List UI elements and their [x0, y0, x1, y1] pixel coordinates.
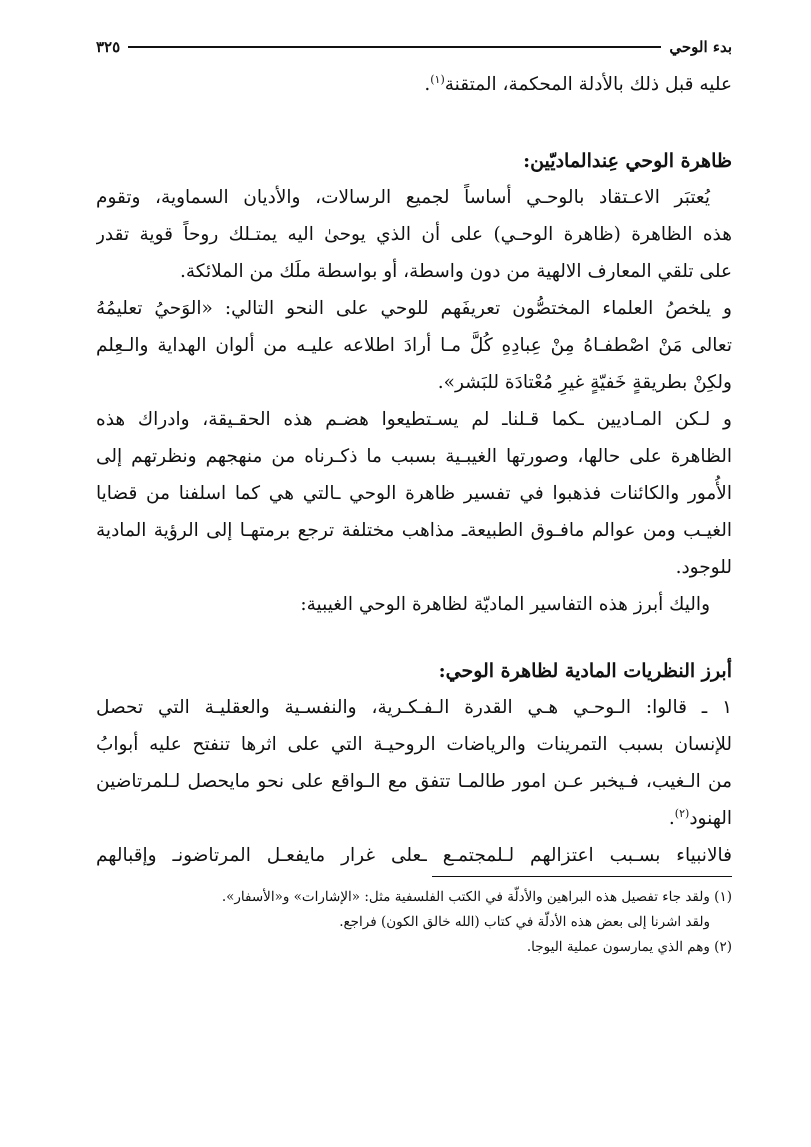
section-heading-revelation-materialists: ظاهرة الوحي عِندالماديّين: [523, 150, 732, 172]
paragraph-line: ولكِنْ بطريقةٍ خَفيّةٍ غيرِ مُعْتادَة للبَشر». [437, 372, 732, 393]
paragraph-line: للإنسان بسبب التمرينات والرياضات الروحيـة التي على اثرها تنفتح عليه أبوابُ [96, 734, 732, 755]
paragraph-2 [96, 290, 732, 401]
footnote-ref-2[interactable]: (٢) [674, 806, 690, 820]
paragraph-line: الظاهرة على حالها، وصورتها الغيبـية بسبب ما ذكـرناه من منهجهم ونظرتهم إلى [96, 446, 732, 467]
intro-text: عليه قبل ذلك بالأدلة المحكمة، المتقنة [444, 74, 732, 95]
paragraph-line-end: . [668, 808, 675, 829]
catchline: فالانبياء بسـبب اعتزالهم لـلمجتمـع ـعلى غرار مايفعـل المرتاضونـ وإقبالهم [96, 845, 732, 866]
footnote-1: (١) ولقد جاء تفصيل هذه البراهين والأدلّة في الكتب الفلسفية مثل: «الإشارات» و«الأسفار». [221, 889, 732, 905]
intro-line [96, 66, 732, 103]
intro-end: . [424, 74, 431, 95]
page-number: ٣٢٥ [96, 38, 121, 56]
paragraph-1 [96, 179, 732, 290]
paragraph-line-text: الهنود [689, 808, 732, 829]
footnote-2: (٢) وهم الذي يمارسون عملية اليوجا. [526, 939, 732, 955]
paragraph-4: واليك أبرز هذه التفاسير الماديّة لظاهرة الوحي الغيبية: [300, 594, 710, 615]
paragraph-line: هذه الظاهرة (ظاهرة الوحـي) على أن الذي يوحىٰ اليه يمتـلك روحاً قوية تقدر [96, 224, 732, 245]
paragraph-line: الغيـب ومن عوالم مافـوق الطبيعةـ مذاهب مختلفة ترجع برمتهـا إلى الرؤية المادية [96, 520, 732, 541]
paragraph-line: و يلخصُ العلماء المختصُّون تعريفَهم للوحي على النحو التالي: «الوَحيُ تعليمُهُ [96, 298, 732, 319]
header-rule [128, 46, 661, 48]
running-head [96, 34, 732, 60]
book-page [96, 34, 732, 1124]
footnote-rule [432, 876, 732, 877]
paragraph-3 [96, 401, 732, 586]
list-item-1 [96, 689, 732, 837]
paragraph-line: يُعتبَر الاعـتقاد بالوحـي أساساً لجميع الرسالات، والأديان السماوية، وتقوم [96, 187, 710, 208]
paragraph-line: و لـكن المـاديين ـكما قـلناـ لم يسـتطيعوا هضـم هذه الحقـيقة، وادراك هذه [96, 409, 732, 430]
paragraph-line: للوجود. [675, 557, 732, 578]
footnotes [96, 885, 732, 960]
paragraph-line: الأُمور والكائنات فذهبوا في تفسير ظاهرة الوحي ـالتي هي كما اسلفنا من قضايا [96, 483, 732, 504]
paragraph-line: ١ ـ قالوا: الـوحـي هـي القدرة الـفـكـرية، والنفسـية والعقليـة التي تحصل [96, 697, 732, 718]
paragraph-line: تعالى مَنْ اصْطفـاهُ مِنْ عِبادِهِ كُلَّ مـا أرادَ اطلاعه عليـه من ألوان الهداية والـعِلم [96, 335, 732, 356]
section-heading-materialist-theories: أبرز النظريات المادية لظاهرة الوحي: [438, 660, 732, 682]
footnote-ref-1[interactable]: (١) [430, 72, 445, 86]
paragraph-line: من الـغيب، فـيخبر عـن امور طالمـا تتفق مع الـواقع على نحو مايحصل لـلمرتاضين [96, 771, 732, 792]
footnote-1-continued: ولقد اشرنا إلى بعض هذه الأدلّة في كتاب (الله خالق الكون) فراجع. [339, 914, 710, 930]
running-head-title: بدء الوحي [669, 38, 732, 56]
paragraph-line [96, 800, 732, 837]
paragraph-line: على تلقي المعارف الالهية من دون واسطة، أو بواسطة ملَك من الملائكة. [179, 261, 732, 282]
